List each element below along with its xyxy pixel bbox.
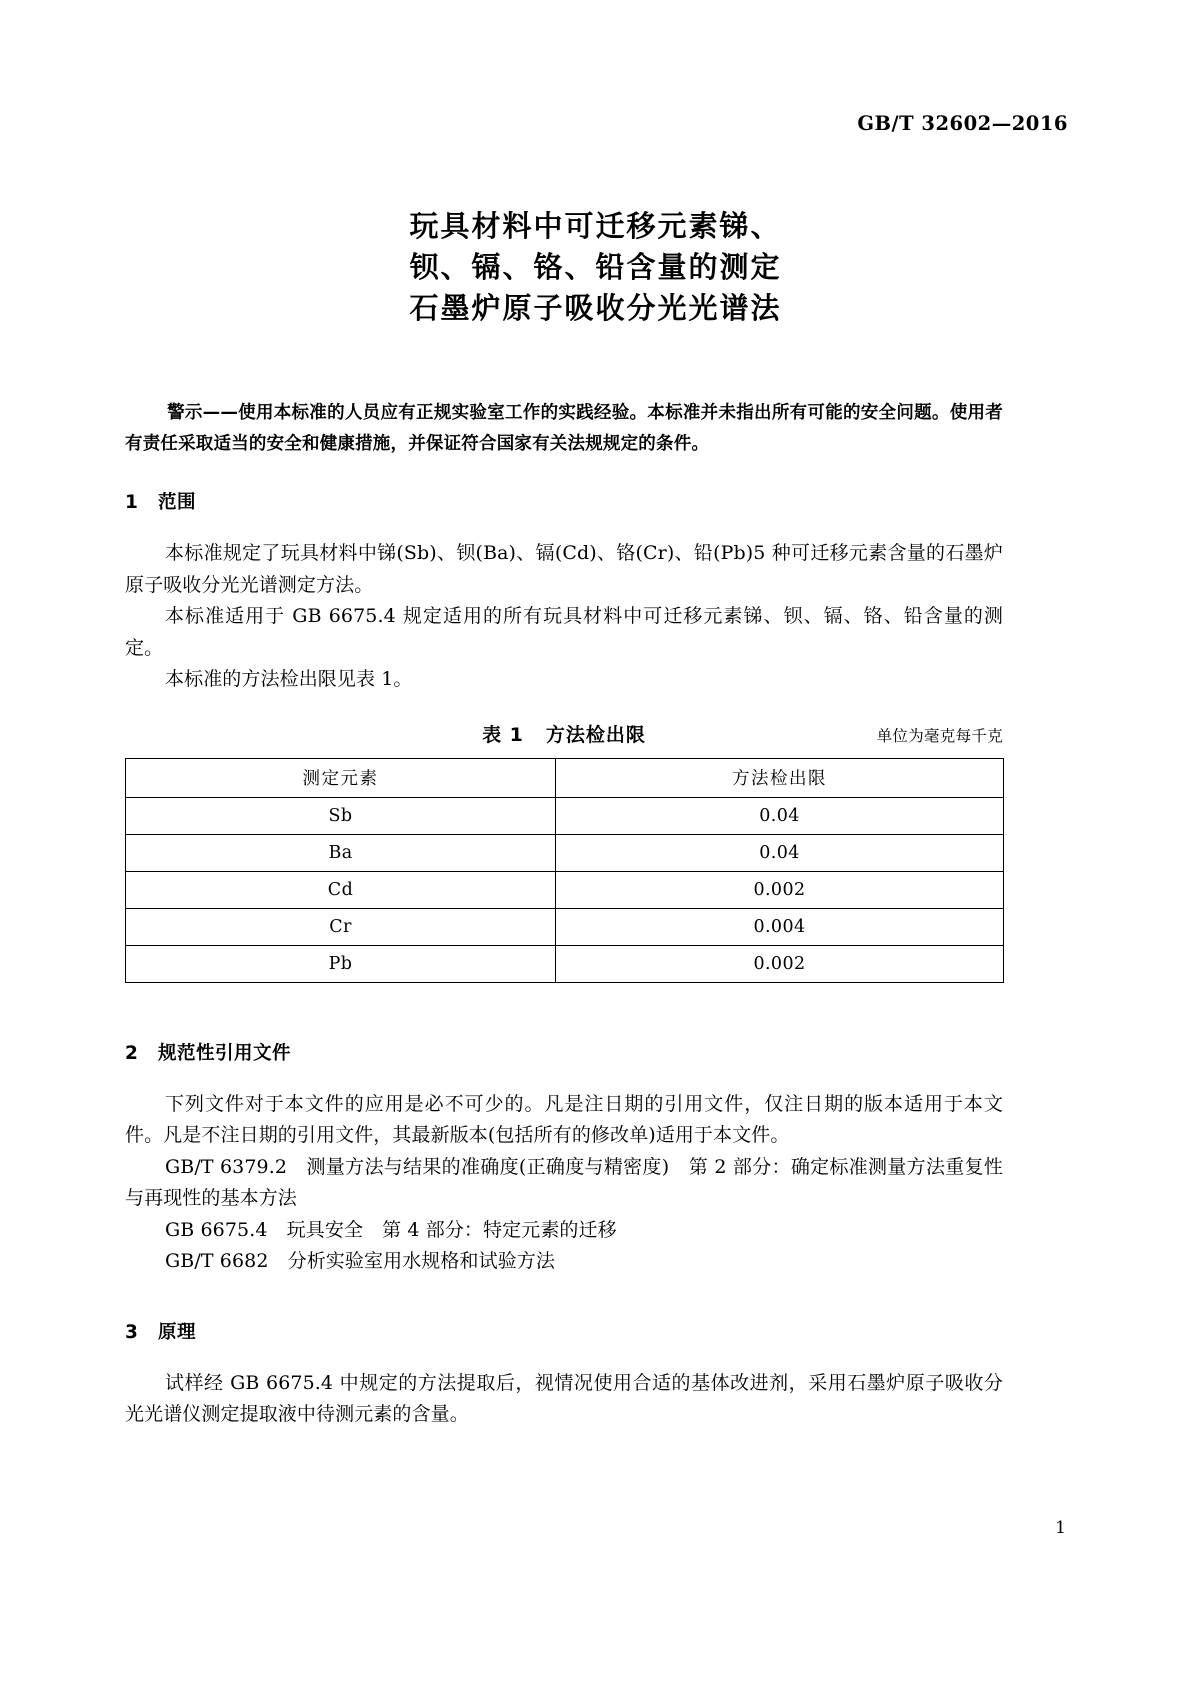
detection-limit-table: [125, 758, 1004, 983]
warning-text: 警示——使用本标准的人员应有正规实验室工作的实践经验。本标准并未指出所有可能的安全问题。使用者有责任采取适当的安全和健康措施，并保证符合国家有关法规规定的条件。: [125, 403, 1003, 454]
clause-2-reference-1: GB/T 6379.2 测量方法与结果的准确度(正确度与精密度) 第 2 部分：确定标准测量方法重复性与再现性的基本方法: [125, 1155, 1003, 1209]
document-title: [0, 206, 1191, 329]
cell-element: Cd: [126, 871, 556, 908]
table-1-caption-row: [125, 720, 1003, 750]
clause-number-2: 2: [125, 1042, 139, 1064]
title-line-2: 钡、镉、铬、铅含量的测定: [409, 250, 782, 284]
title-line-1: 玩具材料中可迁移元素锑、: [409, 209, 782, 243]
clause-title-3: 原理: [158, 1321, 197, 1343]
table-1-unit-note: 单位为毫克每千克: [876, 726, 1003, 745]
clause-1-paragraph-2: 本标准适用于 GB 6675.4 规定适用的所有玩具材料中可迁移元素锑、钡、镉、铬、铅含量的测定。: [125, 605, 1003, 659]
clause-2-reference-3: GB/T 6682 分析实验室用水规格和试验方法: [165, 1250, 556, 1272]
clause-2-reference-2: GB 6675.4 玩具安全 第 4 部分：特定元素的迁移: [165, 1218, 617, 1241]
cell-element: Sb: [126, 797, 556, 834]
table-row: [126, 945, 1004, 982]
cell-element: Ba: [126, 834, 556, 871]
clause-heading-3: [125, 1320, 1003, 1346]
clause-3-paragraph-1: 试样经 GB 6675.4 中规定的方法提取后，视情况使用合适的基体改进剂，采用石墨炉原子吸收分光光谱仪测定提取液中待测元素的含量。: [125, 1371, 1003, 1425]
clause-number-1: 1: [125, 492, 139, 513]
page-number: 1: [1055, 1518, 1066, 1538]
warning-note: [125, 398, 1003, 460]
clause-1-paragraph-3: 本标准的方法检出限见表 1。: [165, 668, 413, 690]
cell-limit: 0.002: [556, 871, 1004, 908]
cell-element: Cr: [126, 908, 556, 945]
table-row: [126, 908, 1004, 945]
clause-heading-2: [125, 1041, 1003, 1067]
table-row: [126, 834, 1004, 871]
title-line-3: 石墨炉原子吸收分光光谱法: [409, 291, 782, 325]
table-1-caption: [125, 720, 1003, 747]
table-header-row: [126, 758, 1004, 797]
clause-title-1: 范围: [158, 492, 197, 513]
running-header: [857, 112, 1068, 135]
clause-1-paragraph-1: 本标准规定了玩具材料中锑(Sb)、钡(Ba)、镉(Cd)、铬(Cr)、铅(Pb)5 种可迁移元素含量的石墨炉原子吸收分光光谱测定方法。: [125, 542, 1003, 596]
clause-2-paragraph-1: 下列文件对于本文件的应用是必不可少的。凡是注日期的引用文件，仅注日期的版本适用于本文件。凡是不注日期的引用文件，其最新版本(包括所有的修改单)适用于本文件。: [125, 1092, 1003, 1146]
table-row: [126, 797, 1004, 834]
table-row: [126, 871, 1004, 908]
table-1-title: 方法检出限: [545, 723, 646, 746]
column-header-element: 测定元素: [126, 758, 556, 797]
cell-limit: 0.04: [556, 797, 1004, 834]
document-body: [125, 398, 1003, 1431]
cell-limit: 0.004: [556, 908, 1004, 945]
clause-heading-1: [125, 490, 1003, 516]
clause-number-3: 3: [125, 1321, 139, 1343]
cell-limit: 0.002: [556, 945, 1004, 982]
table-1-label: 表 1: [482, 723, 524, 746]
table-1-wrapper: [125, 720, 1003, 983]
standard-code: GB/T 32602—2016: [857, 112, 1068, 135]
cell-limit: 0.04: [556, 834, 1004, 871]
cell-element: Pb: [126, 945, 556, 982]
clause-title-2: 规范性引用文件: [158, 1042, 292, 1064]
column-header-limit: 方法检出限: [556, 758, 1004, 797]
